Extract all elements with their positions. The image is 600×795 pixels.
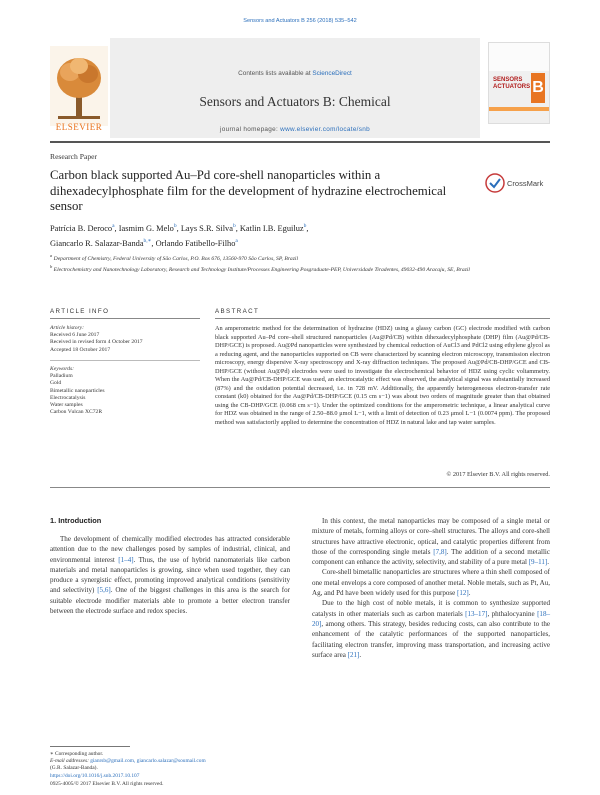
affiliation-item [50, 252, 550, 263]
author-sup: b [232, 223, 236, 229]
keywords [50, 366, 200, 416]
keyword: Electrocatalysis [50, 394, 86, 401]
body-paragraph [50, 534, 290, 616]
author-name[interactable]: Lays S.R. Silva [180, 223, 233, 233]
body-text: . [547, 558, 549, 567]
body-text: In this context, the metal nanoparticles may be composed of a single metal or mixture of metals, forming alloys or core–shell structures. The alloys and core-shell structures have attractive electronic, optical, and catalytic properties different from those of the corresponding single metals [312, 517, 550, 556]
abstract-heading: ABSTRACT [215, 308, 260, 315]
history-label: Article history: [50, 325, 85, 331]
body-paragraph [312, 567, 550, 598]
author-name[interactable]: Giancarlo R. Salazar-Banda [50, 238, 144, 248]
author-name[interactable]: Patrícia B. Deroco [50, 223, 113, 233]
abstract-copyright: © 2017 Elsevier B.V. All rights reserved. [446, 471, 550, 478]
body-text: . The addition of a second metallic component can enhance the activity, selectivity, and stability of a pure metal [312, 547, 550, 567]
journal-title[interactable]: Sensors and Actuators B: Chemical [199, 94, 391, 109]
keyword: Palladium [50, 373, 73, 380]
contents-line [110, 70, 480, 77]
author-name[interactable]: Katlin I.B. Eguiluz [239, 223, 304, 233]
cover-bar [489, 107, 549, 111]
body-text: . [359, 650, 362, 659]
paper-type: Research Paper [50, 152, 98, 161]
running-head[interactable]: Sensors and Actuators B 256 (2018) 535–542 [243, 18, 357, 24]
citation-link[interactable]: [7,8] [433, 547, 447, 556]
footnotes [50, 751, 330, 773]
section-heading-introduction: 1. Introduction [50, 516, 102, 525]
footnote-rule [50, 746, 130, 747]
homepage-label: journal homepage: [220, 126, 281, 133]
email-links[interactable]: gianrsb@gmail.com, giancarlo.salazar@soumail.com [90, 758, 206, 765]
body-paragraph [312, 516, 550, 567]
crossmark-label: CrossMark [507, 179, 544, 188]
crossmark-badge[interactable] [485, 172, 555, 194]
header-band [110, 38, 480, 138]
issn-line: 0925-4005/© 2017 Elsevier B.V. All rights reserved. [50, 781, 164, 787]
body-paragraph [312, 598, 550, 660]
keyword: Carbon Vulcan XC72R [50, 409, 103, 416]
article-info-rule [50, 318, 200, 319]
affiliation-text: Department of Chemistry, Federal University of São Carlos, P.O. Box 676, 13560-970 São Carlos, SP, Brazil [53, 255, 299, 262]
body-text: , phthalocyanine [487, 609, 538, 618]
citation-link[interactable]: [1–4] [118, 555, 134, 564]
corresponding-author-note: ∗ Corresponding author. [50, 751, 104, 757]
body-text: The development of chemically modified electrodes has attracted considerable attention due to the new challenges posed by samples of industrial, clinical, and environmental interest [50, 535, 290, 564]
history-item: Accepted 18 October 2017 [50, 346, 111, 353]
history-item: Received 6 June 2017 [50, 332, 100, 339]
body-text: Due to the high cost of noble metals, it is common to synthesize supported catalysts in other materials such as carbon materials [312, 599, 550, 618]
citation-link[interactable]: [12] [457, 589, 469, 598]
author-name[interactable]: Iasmim G. Melo [118, 223, 174, 233]
cover-title-line1: SENSORS [493, 77, 523, 83]
journal-header [50, 38, 550, 138]
abstract-text: An amperometric method for the determination of hydrazine (HDZ) using a glassy carbon (GC) electrode modified with carbon black supported Au–Pd core–shell structured nanoparticles (Au@Pd/CB) within dihexadecylphosphate (DHP) film (Au@Pd/CB-DHP/GCE) is proposed. Au@Pd nanoparticles were synthesized by chemical reduction of AuCl3 and PdCl2 using ethylene glycol as a reducing agent, and the nanoparticles supported on CB were characterized by scanning electron microscopy, transmission electron microscopy, energy dispersive X-ray spectroscopy and X-ray diffraction techniques. The proposed Au@Pd/CB-DHP/GCE and CB-DHP/GCE (without Au@Pd) electrodes were used to investigate the electrochemical behavior of HDZ using cyclic voltammetry. When the Au@Pd/CB-DHP/GCE was used, an electrocatalytic effect was observed, the analytical signal was substantially increased (87%) and the oxidation potential decreased, i.e. in 728 mV. Additionally, the apparently heterogeneous electron-transfer rate constant (k0) obtained for the Au@Pd/CB-DHP/GCE (0.15 cm s−1) was about two orders of magnitude greater than that obtained using the CB-DHP/GCE (0.068 cm s−1). Under the optimized conditions for the amperometric technique, a linear analytical curve for HDZ was obtained in the range of 2.50–88.0 μmol L−1, with a limit of detection of 0.23 μmol L−1 (0.0074 ppm). The proposed method was satisfactorily applied to determine the concentration of HDZ in natural lake and tap water samples. [215, 325, 550, 427]
keywords-rule [50, 360, 200, 361]
cover-title-line2: ACTUATORS [493, 84, 531, 90]
abstract-bottom-rule [50, 487, 550, 488]
affiliation-sup: a [50, 253, 53, 258]
citation-link[interactable]: [21] [347, 650, 360, 659]
author-sup: b [173, 223, 177, 229]
journal-homepage [110, 126, 480, 133]
sciencedirect-link[interactable]: ScienceDirect [312, 70, 352, 77]
body-text: Core-shell bimetallic nanoparticles are structures where a thin shell composed of one metal envelops a core composed of another metal. Noble metals, such as Pt, Au, Ag, and Pd have been widely used for this purpose [312, 568, 550, 598]
contents-prefix: Contents lists available at [238, 70, 313, 77]
article-history [50, 325, 200, 354]
body-text: . One of the biggest challenges in this area is the search for suitable electrode modifier materials able to promote a better electron transfer between the electrode surface and redox species. [50, 586, 290, 616]
cover-top [489, 43, 549, 71]
keyword: Water samples [50, 402, 83, 409]
keywords-label: Keywords: [50, 366, 75, 372]
citation-link[interactable]: [13–17] [465, 609, 488, 618]
doi-link[interactable]: https://doi.org/10.1016/j.snb.2017.10.107 [50, 773, 140, 779]
author-sup: b [303, 223, 307, 229]
history-item: Received in revised form 4 October 2017 [50, 339, 143, 346]
cover-title [493, 77, 530, 91]
body-column-left [50, 534, 290, 616]
cover-letter: B [531, 73, 545, 103]
citation-link[interactable]: [18–20] [312, 609, 550, 628]
body-text: . Thus, the use of hybrid nanomaterials like carbon materials and metal nanoparticles is growing, since when used together, they can produce a synergistic effect, promoting improved analytical conditions (sensitivity and selectivity) [50, 555, 290, 595]
author-list: Patrícia B. Deroco$^a$, Iasmim G. Melo$^b$, Lays S.R. Silva$^b$, Katlin I.B. Eguiluz$^b$, Giancarlo R. Salazar-Banda$^{b,∗}$, Orlando Fatibello-Filho$^a$ [50, 223, 309, 248]
affiliations [50, 252, 550, 275]
affiliation-text: Electrochemistry and Nanotechnology Laboratory, Research and Technology Institute/Processes Engineering Posgraduate-PEP, Universidade Tiradentes, 49032-490 Aracaju, SE, Brazil [53, 267, 470, 274]
email-label: E-mail addresses: [50, 758, 91, 765]
author-name[interactable]: Orlando Fatibello-Filho [155, 238, 236, 248]
keyword: Bimetallic nanoparticles [50, 387, 105, 394]
article-title: Carbon black supported Au–Pd core-shell nanoparticles within a dihexadecylphosphate film for the development of hydrazine electrochemical sensor [50, 168, 447, 213]
affiliation-sup: b [50, 264, 53, 270]
citation-link[interactable]: [9–11] [528, 558, 548, 567]
author-sup: b,∗ [143, 237, 152, 244]
abstract-rule [215, 318, 550, 319]
body-text: . [468, 589, 471, 598]
publisher-logo-text: ELSEVIER [55, 122, 103, 132]
article-info-heading: ARTICLE INFO [50, 308, 110, 315]
citation-link[interactable]: [5,6] [97, 586, 111, 595]
body-column-right [312, 516, 550, 660]
header-divider [50, 141, 550, 143]
affiliation-item [50, 263, 550, 274]
homepage-link[interactable]: www.elsevier.com/locate/snb [280, 126, 370, 133]
body-text: , among others. This strategy, besides reducing costs, can also contribute to the enhancement of the catalytic performances of the supported nanoparticles, facilitating electron transfer, improving mass transportation, and increasing active surface area [312, 619, 550, 659]
author-sup: a [235, 237, 238, 244]
email-owner: (G.R. Salazar-Banda). [50, 765, 98, 772]
author-sup: a [112, 223, 115, 229]
journal-cover-thumbnail[interactable] [488, 42, 550, 124]
keyword: Gold [50, 380, 62, 387]
